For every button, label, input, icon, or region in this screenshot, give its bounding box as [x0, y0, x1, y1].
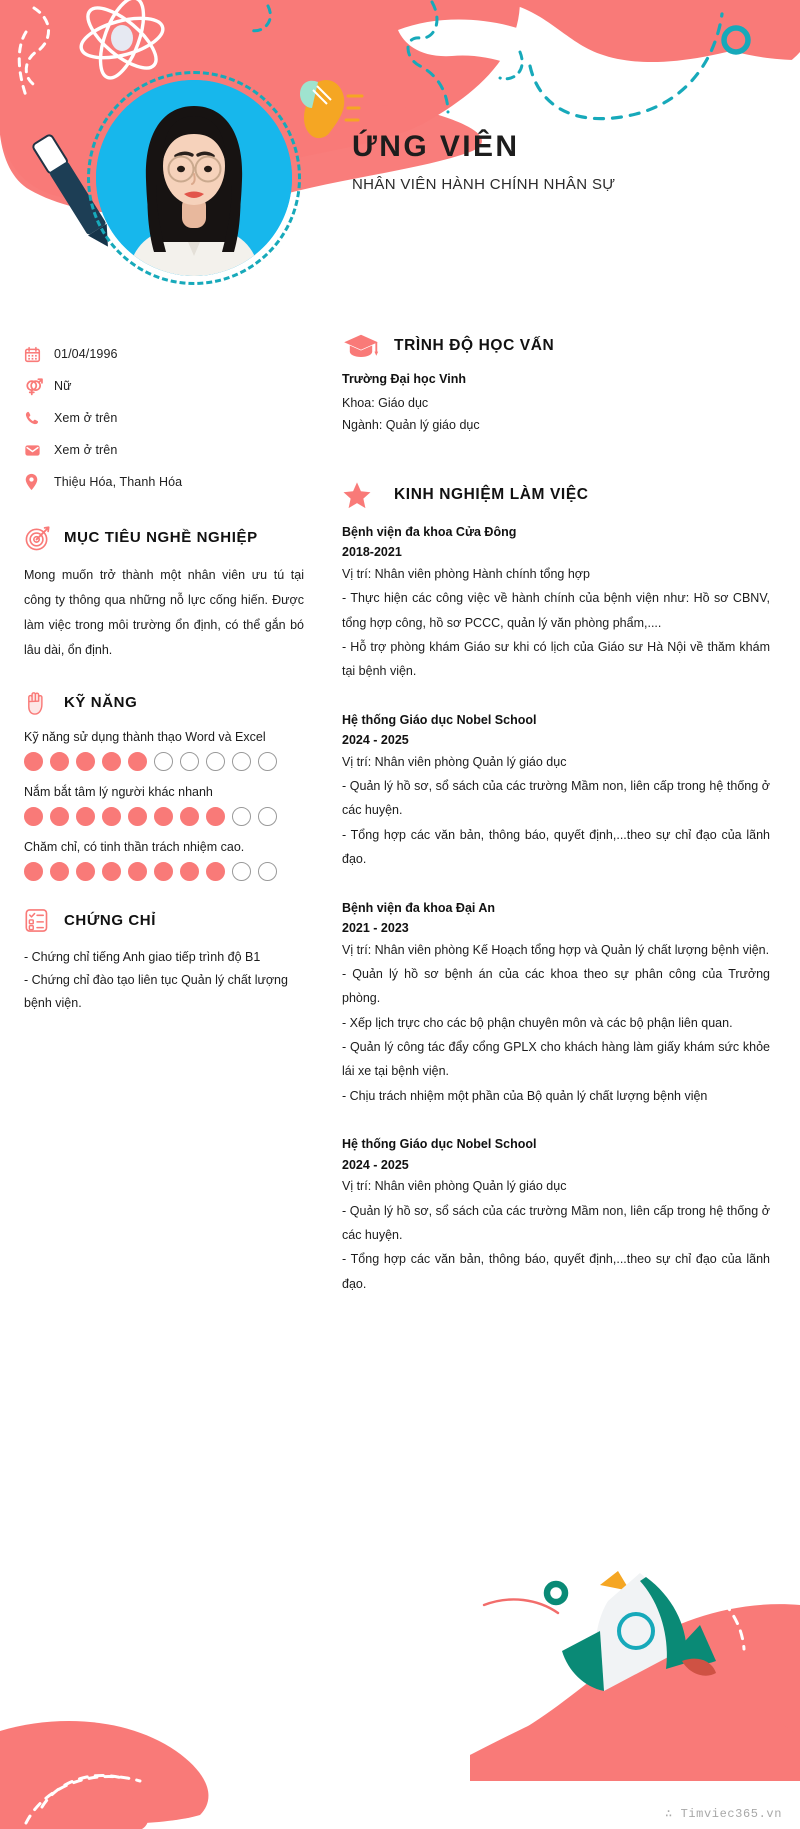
gender-value: Nữ [54, 379, 72, 393]
skills-list [24, 730, 304, 881]
checklist-icon [24, 907, 64, 934]
education-school: Trường Đại học Vinh [342, 372, 466, 386]
skill-rating [24, 752, 304, 771]
calendar-icon [24, 346, 54, 363]
education-block [342, 372, 770, 437]
cv-body [0, 310, 800, 1322]
skill-label: Kỹ năng sử dụng thành thạo Word và Excel [24, 730, 266, 744]
phone-icon [24, 410, 54, 426]
experience-item [342, 1134, 770, 1296]
experience-list [342, 522, 770, 1296]
phone-value: Xem ở trên [54, 411, 118, 425]
skill-rating [24, 807, 304, 826]
experience-item [342, 710, 770, 872]
education-title: TRÌNH ĐỘ HỌC VẤN [394, 337, 555, 354]
avatar-photo [96, 80, 292, 276]
hand-icon [24, 689, 64, 716]
experience-item [342, 522, 770, 684]
education-faculty: Khoa: Giáo dục [342, 396, 429, 410]
experience-bullet: - Tổng hợp các văn bản, thông báo, quyết định,...theo sự chỉ đạo của lãnh đạo. [342, 1252, 770, 1291]
experience-period: 2024 - 2025 [342, 1157, 409, 1172]
skills-title: KỸ NĂNG [64, 694, 138, 711]
certificate-line: - Chứng chỉ đào tạo liên tục Quản lý chất lượng bệnh viện. [24, 973, 288, 1011]
experience-header [342, 481, 770, 510]
location-pin-icon [24, 473, 54, 491]
gender-icon [24, 377, 54, 396]
experience-bullet: - Quản lý hồ sơ, sổ sách của các trường Mầm non, liên cấp trong hệ thống ở các huyện. [342, 779, 770, 818]
objective-header [24, 524, 304, 551]
certificates-header [24, 907, 304, 934]
experience-position: Vị trí: Nhân viên phòng Quản lý giáo dục [342, 754, 567, 769]
objective-text: Mong muốn trở thành một nhân viên ưu tú tại công ty thông qua những nỗ lực cống hiến. Được làm việc trong môi trường ổn định, có thể gắn bó lâu dài, ổn định. [24, 568, 304, 657]
skill-item [24, 840, 304, 881]
experience-position: Vị trí: Nhân viên phòng Quản lý giáo dục [342, 1179, 567, 1194]
experience-item [342, 898, 770, 1109]
experience-title: KINH NGHIỆM LÀM VIỆC [394, 486, 589, 504]
certificate-line: - Chứng chỉ tiếng Anh giao tiếp trình độ B1 [24, 950, 261, 964]
experience-bullet: - Thực hiện các công việc về hành chính của bệnh viện như: Hồ sơ CBNV, tổng hợp công, hồ sơ PCCC, quản lý văn phòng phẩm,.... [342, 591, 770, 630]
experience-company: Bệnh viện đa khoa Cửa Đông [342, 524, 517, 539]
skill-label: Chăm chỉ, có tinh thần trách nhiệm cao. [24, 840, 245, 854]
experience-bullet: - Quản lý công tác đẩy cổng GPLX cho khách hàng làm giấy khám sức khỏe lái xe tại bệnh viện. [342, 1040, 770, 1079]
contact-list [24, 338, 304, 498]
birthday-value: 01/04/1996 [54, 347, 118, 361]
page-title: ỨNG VIÊN [352, 130, 520, 163]
contact-row [24, 338, 304, 370]
right-column [330, 328, 800, 1322]
avatar [96, 80, 292, 276]
experience-period: 2021 - 2023 [342, 921, 409, 936]
contact-row [24, 466, 304, 498]
address-value: Thiệu Hóa, Thanh Hóa [54, 475, 183, 489]
experience-bullet: - Hỗ trợ phòng khám Giáo sư khi có lịch của Giáo sư Hà Nội về thăm khám tại bệnh viện. [342, 639, 770, 679]
skill-label: Nắm bắt tâm lý người khác nhanh [24, 785, 213, 799]
skill-rating [24, 862, 304, 881]
graduation-cap-icon [342, 332, 394, 360]
certificates-title: CHỨNG CHỈ [64, 912, 157, 929]
watermark: ∴ Timviec365.vn [664, 1807, 782, 1821]
star-icon [342, 481, 394, 510]
experience-period: 2018-2021 [342, 545, 402, 560]
email-value: Xem ở trên [54, 443, 118, 457]
education-header [342, 332, 770, 360]
experience-bullet: - Tổng hợp các văn bản, thông báo, quyết định,...theo sự chỉ đạo của lãnh đạo. [342, 827, 770, 867]
experience-bullet: - Chịu trách nhiệm một phần của Bộ quản lý chất lượng bệnh viện [342, 1088, 708, 1103]
email-icon [24, 442, 54, 459]
cv-header [0, 0, 800, 310]
contact-row [24, 370, 304, 402]
experience-period: 2024 - 2025 [342, 733, 409, 748]
candidate-role: NHÂN VIÊN HÀNH CHÍNH NHÂN SỰ [352, 175, 616, 193]
experience-bullet: - Xếp lịch trực cho các bộ phận chuyên môn và các bộ phận liên quan. [342, 1015, 733, 1030]
left-column [0, 328, 330, 1322]
skills-header [24, 689, 304, 716]
rocket-icon [547, 1571, 716, 1691]
education-major: Ngành: Quản lý giáo dục [342, 417, 480, 432]
experience-position: Vị trí: Nhân viên phòng Kế Hoạch tổng hợp và Quản lý chất lượng bệnh viện. [342, 942, 770, 957]
experience-bullet: - Quản lý hồ sơ, sổ sách của các trường Mầm non, liên cấp trong hệ thống ở các huyện. [342, 1203, 770, 1242]
cv-footer [0, 1569, 800, 1829]
experience-company: Hệ thống Giáo dục Nobel School [342, 1137, 537, 1152]
contact-row [24, 434, 304, 466]
skill-item [24, 730, 304, 771]
experience-company: Hệ thống Giáo dục Nobel School [342, 712, 537, 727]
objective-title: MỤC TIÊU NGHỀ NGHIỆP [64, 529, 258, 546]
footer-decoration [0, 1569, 800, 1829]
target-icon [24, 524, 64, 551]
experience-company: Bệnh viện đa khoa Đại An [342, 900, 496, 915]
skill-item [24, 785, 304, 826]
experience-position: Vị trí: Nhân viên phòng Hành chính tổng hợp [342, 567, 590, 581]
experience-bullet: - Quản lý hồ sơ bệnh án của các khoa theo sự phân công của Trưởng phòng. [342, 966, 770, 1006]
name-block [352, 130, 615, 193]
contact-row [24, 402, 304, 434]
